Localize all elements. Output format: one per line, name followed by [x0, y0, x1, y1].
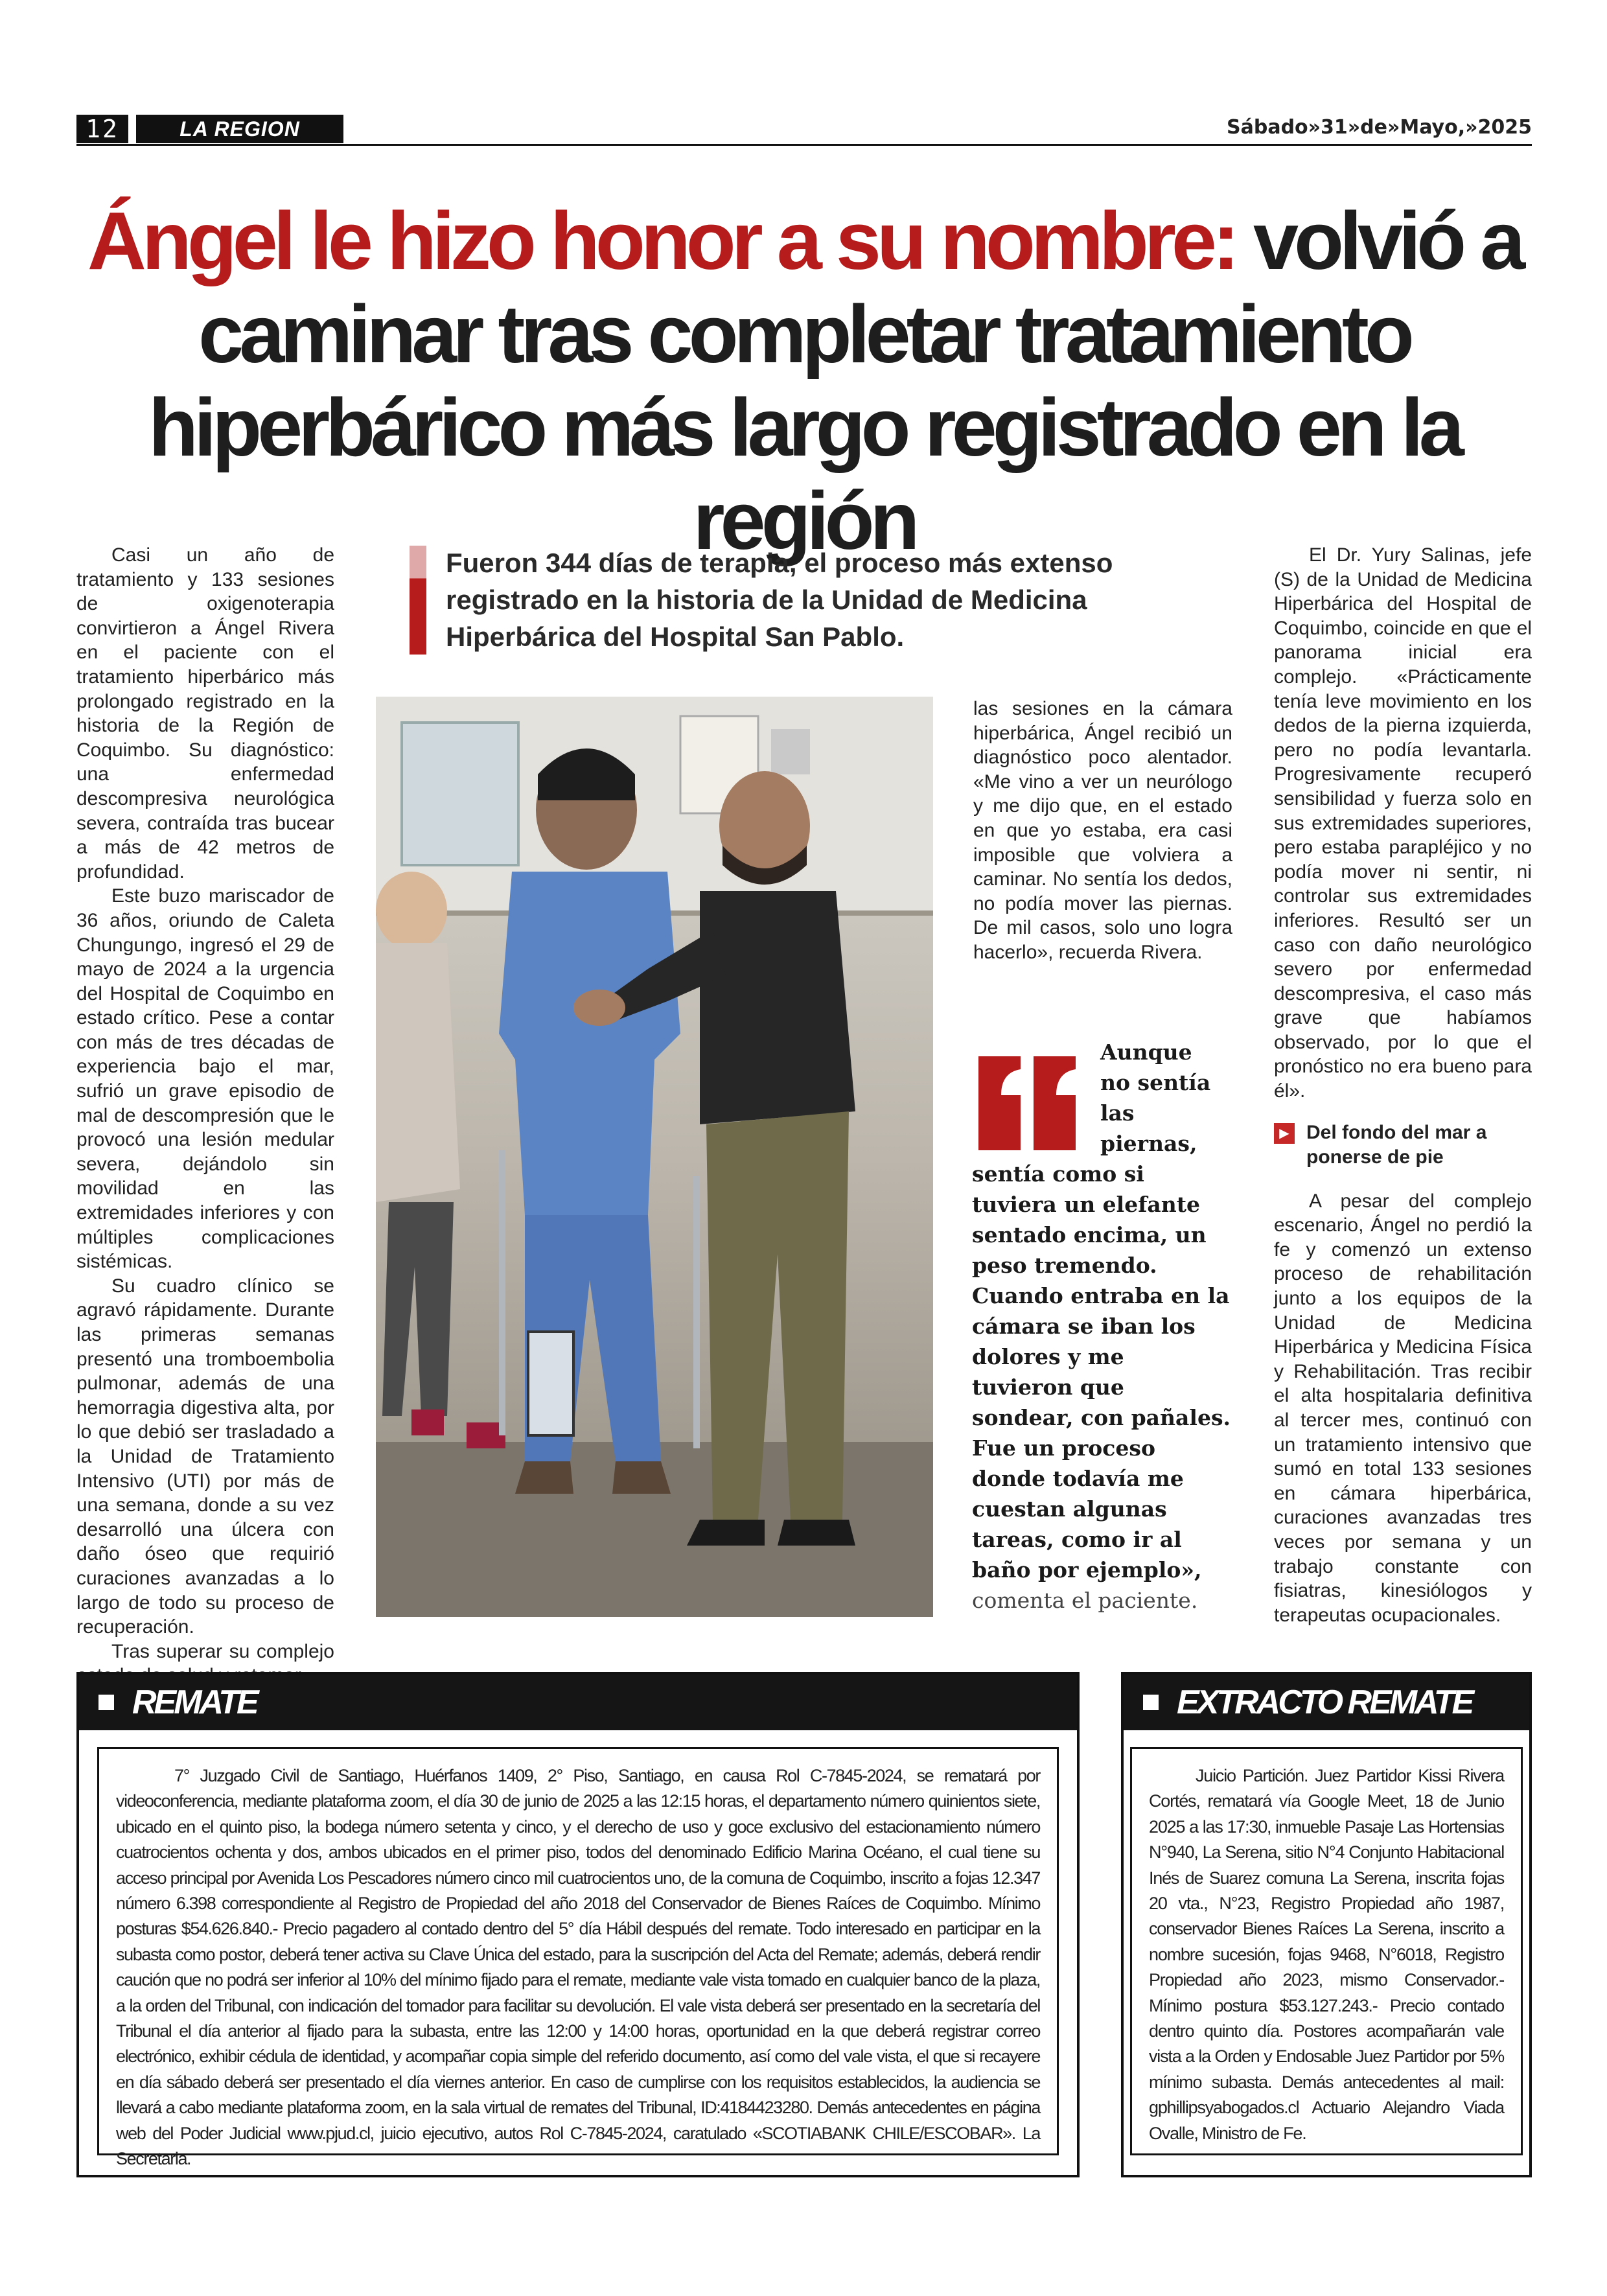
quote-body: sentía como si tuviera un elefante sentado encima, un peso tremendo. Cuando entraba en la cámara se iban los dolores y me tuvieron que sondear, con pañales. Fue un proceso donde todavía me cuestan algunas tareas, como ir al baño por ejemplo», — [972, 1161, 1231, 1583]
subhead-text: Del fondo del mar a ponerse de pie — [1306, 1121, 1487, 1168]
headline-line2: caminar tras completar tratamiento — [198, 288, 1410, 380]
quote-line: las piernas, — [1100, 1100, 1197, 1156]
extracto-body — [1130, 1747, 1523, 2155]
headline — [76, 194, 1532, 568]
body-paragraph: Casi un año de tratamiento y 133 sesiones de oxigenoterapia convirtieron a Ángel Rivera en el paciente con el tratamiento hiperbárico más prolongado registrado en la historia de la Región de Coquimbo. Su diagnóstico: una enfermedad descompresiva neurológica severa, contraída tras bucear a más de 42 metros de profundidad. — [76, 544, 334, 883]
body-paragraph: las sesiones en la cámara hiperbárica, Ángel recibió un diagnóstico poco alentador. «Me vino a ver un neurólogo y me dijo que, en el estado en que yo estaba, era casi imposible que volviera a caminar. No sentía los dedos, no podía mover las piernas. De mil casos, solo uno logra hacerlo», recuerda Rivera. — [973, 698, 1232, 963]
quote-mark-icon — [972, 1043, 1082, 1154]
extracto-title: EXTRACTO REMATE — [1177, 1684, 1472, 1721]
remate-text: 7° Juzgado Civil de Santiago, Huérfanos 1409, 2° Piso, Santiago, en causa Rol C-7845-2024, se rematará por videoconferencia, mediante plataforma zoom, el día 30 de junio de 2025 a las 12:15 horas, el departamento número quinientos siete, ubicado en el quinto piso, la bodega número setenta y cinco, y el derecho de uso y goce exclusivo del estacionamiento número cuatrocientos ochenta y dos, ambos ubicados en el primer piso, todos del denominado Edificio Marina Océano, el cual tiene su acceso principal por Avenida Los Pescadores número cinco mil cuatrocientos uno, de la comuna de Coquimbo, inscrito a fojas 12.347 número 6.398 correspondiente al Registro de Propiedad del año 2018 del Conservador de Bienes Raíces de Coquimbo. Mínimo posturas $54.626.840.- Precio pagadero al contado dentro del 5° día Hábil después del remate. Todo interesado en participar en la subasta como postor, deberá tener activa su Clave Única del estado, para la suscripción del Acta del Remate; además, deberá rendir caución que no podrá ser inferior al 10% del mínimo fijado para el remate, mediante vale vista tomado en cualquier banco de la plaza, a la orden del Tribunal, con indicación del tomador para facilitar su devolución. El vale vista deberá ser presentado en la secretaría del Tribunal el día anterior al fijado para la subasta, entre las 12:00 y 14:00 horas, oportunidad en la que deberá registrar correo electrónico, exhibir cédula de identidad, y acompañar copia simple del referido documento, así como del vale vista, el que si recayere en día sábado deberá ser presentado el día viernes anterior. En caso de cumplirse con los requisitos establecidos, la audiencia se llevará a cabo mediante plataforma zoom, en la sala virtual de remates del Tribunal, ID:4184423280. Demás antecedentes en página web del Poder Judicial www.pjud.cl, juicio ejecutivo, autos Rol C-7845-2024, caratulado «SCOTIABANK CHILE/ESCOBAR». La Secretaria. — [116, 1766, 1040, 2169]
remate-notice — [76, 1672, 1080, 2177]
quote-attribution: comenta el paciente. — [972, 1588, 1198, 1613]
publication-logo: LA REGION — [136, 115, 343, 143]
square-bullet-icon — [98, 1695, 114, 1710]
section-subhead — [1274, 1120, 1532, 1170]
headline-highlight: Ángel le hizo honor a su nombre: — [87, 195, 1235, 286]
body-paragraph: Tras superar su complejo — [111, 1640, 334, 1662]
pull-quote — [972, 1037, 1231, 1616]
play-arrow-icon: ▶ — [1274, 1123, 1295, 1144]
body-paragraph: El Dr. Yury Salinas, jefe (S) de la Unidad de Medicina Hiperbárica del Hospital de Coquimbo, coincide en que el panorama inicial era complejo. «Prácticamente tenía leve movimiento en los dedos de la pierna izquierda, pero no podía levantarla. Progresivamente recuperó sensibilidad y fuerza solo en sus extremidades superiores, pero estaba parapléjico y no podía mover ni sentir, ni controlar sus extremidades inferiores. Resultó ser un caso con daño neurológico severo por enfermedad descompresiva, el caso más grave que habíamos observado, por lo que el pronóstico no era bueno para él». — [1274, 544, 1532, 1102]
deck-accent-bar — [410, 546, 426, 655]
page-number: 12 — [76, 115, 128, 143]
extracto-remate-notice — [1121, 1672, 1532, 2177]
extracto-header — [1124, 1675, 1529, 1730]
right-column — [1274, 543, 1532, 1627]
extracto-text: Juicio Partición. Juez Partidor Kissi Rivera Cortés, rematará vía Google Meet, 18 de Junio 2025 a las 17:30, inmueble Pasaje Las Hortensias N°940, La Serena, sitio N°4 Conjunto Habitacional Inés de Suarez comuna La Serena, inscrita fojas 20 vta., N°23, Registro Propiedad año 1987, conservador Bienes Raíces La Serena, inscrito a nombre sucesión, fojas 9468, N°6018, Registro Propiedad año 2023, mismo Conservador.- Mínimo postura $53.127.243.- Precio contado dentro quinto día. Postores acompañarán vale vista a la Orden y Endosable Juez Partidor por 5% mínimo subasta. Demás antecedentes al mail: gphillipsyabogados.cl Actuario Alejandro Viada Ovalle, Ministro de Fe. — [1149, 1766, 1504, 2143]
remate-title: REMATE — [132, 1684, 257, 1721]
body-paragraph: Su cuadro clínico se agravó rápidamente. Durante las primeras semanas presentó una tromboembolia pulmonar, además de una hemorragia digestiva alta, por lo que debió ser trasladado a la Unidad de Tratamiento Intensivo (UTI) por más de una semana, donde a su vez desarrolló una úlcera con daño óseo que requirió curaciones avanzadas a lo largo de todo su proceso de recuperación. — [76, 1275, 334, 1638]
deck-text: Fueron 344 días de terapia, el proceso más extenso registrado en la historia de la Unidad de Medicina Hiperbárica del Hospital San Pablo. — [446, 548, 1113, 652]
quote-line: Aunque — [1100, 1039, 1192, 1065]
photo-illustration — [376, 697, 933, 1617]
page-header — [76, 113, 1532, 146]
remate-header — [79, 1675, 1077, 1730]
left-column — [76, 543, 334, 1688]
headline-line3: hiperbárico más largo registrado en la región — [148, 382, 1460, 566]
body-paragraph: Este buzo mariscador de 36 años, oriundo de Caleta Chungungo, ingresó el 29 de mayo de 2024 a la urgencia del Hospital de Coquimbo en estado crítico. Pese a contar con más de tres décadas de experiencia bajo el mar, sufrió un grave episodio de mal de descompresión que le provocó una lesión medular severa, dejándolo sin movilidad en las extremidades inferiores y con múltiples complicaciones sistémicas. — [76, 885, 334, 1273]
square-bullet-icon — [1143, 1695, 1159, 1710]
article-photo — [376, 697, 933, 1617]
remate-body — [97, 1747, 1059, 2169]
headline-line1: volvió a — [1234, 195, 1521, 286]
issue-date: Sábado»31»de»Mayo,»2025 — [1227, 116, 1532, 139]
quote-line: no sentía — [1100, 1070, 1211, 1095]
middle-column — [973, 697, 1232, 965]
article-deck — [410, 544, 1213, 655]
body-paragraph: A pesar del complejo escenario, Ángel no perdió la fe y comenzó un extenso proceso de rehabilitación junto a los equipos de la Unidad de Medicina Hiperbárica y Medicina Física y Rehabilitación. Tras recibir el alta hospitalaria definitiva al tercer mes, continuó con un tratamiento intensivo que sumó en total 133 sesiones en cámara hiperbárica, curaciones avanzadas tres veces por semana y un trabajo constante con fisiatras, kinesiólogos y terapeutas ocupacionales. — [1274, 1190, 1532, 1626]
